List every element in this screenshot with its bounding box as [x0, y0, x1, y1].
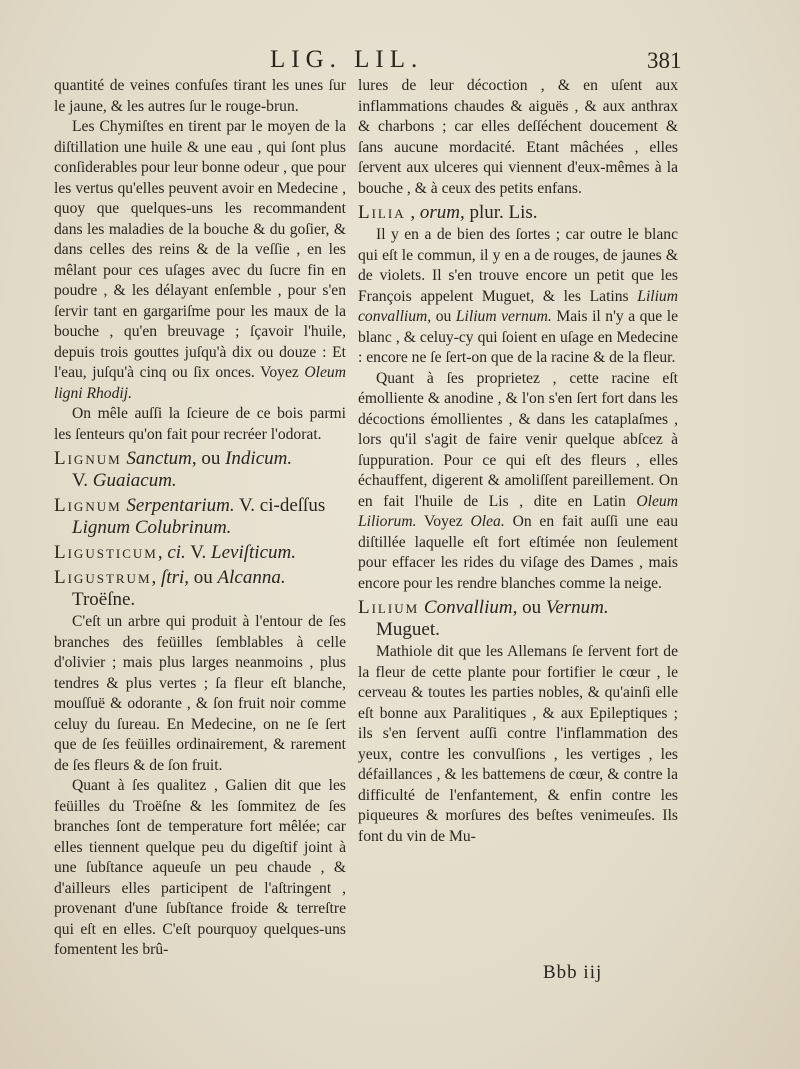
entry-heading: Lignum Serpentarium. V. ci-deſſus Lignum Colubrinum. — [54, 495, 346, 539]
cross-reference: Oleum ligni Rhodij. — [54, 364, 346, 402]
paragraph: Quant à ſes qualitez , Galien dit que les feüilles du Troëſne & les ſommitez de ſes branches ſont de temperature fort mêlée; car elles tiennent quelque peu du digeſtif joint à une ſubſtance aqueuſe un peu chaude , & d'ailleurs elles participent de l'aſtringent , provenant d'une ſubſtance froide & terreſtre qui eſt en elles. C'eſt pourquoy quelques-uns fomentent les brû- — [54, 777, 346, 958]
french-name: Lis. — [508, 202, 538, 223]
running-head-title: LIG. LIL. — [270, 46, 424, 73]
paragraph: On mêle auſſi la ſcieure de ce bois parmi les ſenteurs qu'on fait pour recréer l'odorat. — [54, 405, 346, 443]
paragraph: C'eſt un arbre qui produit à l'entour de ſes branches des feüilles ſemblables à celle d'olivier ; mais plus larges neanmoins , plus tendres & plus vertes ; ſa fleur eſt blanche, mouſſuë & odorante , & ſon fruit noir comme celuy du ſureau. En Medecine, on ne ſe ſert que de ſes feüilles ordinairement, & rarement de ſes fleurs & de ſon fruit. — [54, 613, 346, 774]
signature-mark: Bbb iij — [543, 962, 603, 983]
paragraph: Il y en a de bien des ſortes ; car outre le blanc qui eſt le commun, il y en a de rouges, de jaunes & de violets. Il s'en trouve encore un petit que les François appelent Muguet, & les Latins Lilium convallium, ou Lilium vernum. Mais il n'y a que le blanc , & celuy-cy qui ſoient en uſage en Medecine : encore ne ſe ſert-on que de la racine & de la fleur. — [358, 226, 678, 366]
french-name: Muguet. — [376, 619, 440, 640]
cross-reference: Guaiacum. — [92, 470, 177, 491]
entry-heading: Lilium Convallium, ou Vernum. Muguet. — [358, 597, 678, 641]
entry-heading: Lilia , orum, plur. Lis. — [358, 202, 538, 223]
cross-reference: Lignum Colubrinum. — [72, 517, 232, 538]
paragraph: quantité de veines confuſes tirant les unes ſur le jaune, & les autres ſur le rouge-brun. — [54, 77, 346, 115]
left-column — [54, 76, 346, 961]
page-number: 381 — [647, 48, 682, 73]
cross-reference: Leviſticum. — [211, 542, 296, 563]
cross-reference: Olea. — [470, 513, 505, 530]
entry-heading: Lignum Sanctum, ou Indicum. V. Guaiacum. — [54, 448, 293, 491]
running-head — [0, 46, 800, 76]
entry-heading: Ligustrum, ſtri, ou Alcanna. Troëſne. — [54, 567, 346, 611]
paragraph: Les Chymiſtes en tirent par le moyen de la diſtillation une huile & une eau , qui ſont plus conſiderables pour leur bonne odeur , que pour les vertus qu'elles peuvent avoir en Medecine , quoy que quelques-uns les recommandent dans les maladies de la bouche & du goſier, & dans celles des reins & de la veſſie , en les mêlant pour ces uſages avec du ſucre fin en poudre , & les délayant enſemble , pour s'en ſervir tant en gargariſme pour les maux de la bouche , qu'en breuvage ; ſçavoir l'huile, depuis trois gouttes juſqu'à dix ou douze : Et l'eau, juſqu'à cinq ou ſix onces. Voyez Oleum ligni Rhodij. — [54, 118, 346, 402]
french-name: Troëſne. — [72, 589, 136, 610]
paragraph: lures de leur décoction , & en uſent aux inflammations chaudes & aiguës , & aux anthrax & charbons ; car elles deſſéchent doucement & ſans aucune mordacité. Etant mâchées , elles ſervent aux ulceres qui viennent d'eux-mêmes à la bouche , & à ceux des petits enfans. — [358, 77, 678, 197]
paragraph: Quant à ſes proprietez , cette racine eſt émolliente & anodine , & l'on s'en ſert fort dans les décoctions émollientes , & dans les cataplaſmes , lors qu'il s'agit de faire venir quelque abſcez à ſuppuration. Pour ce qui eſt des fleurs , elles échauffent, digerent & amoliſſent pareillement. On en fait l'huile de Lis , dite en Latin Oleum Liliorum. Voyez Olea. On en fait auſſi une eau diſtillée laquelle eſt fort eſtimée non ſeulement pour effacer les rides du viſage des Dames , mais encore pour les rendre blanches comme la neige. — [358, 369, 679, 592]
right-column — [358, 76, 678, 847]
paragraph: Mathiole dit que les Allemans ſe ſervent fort de la fleur de cette plante pour fortifier le cœur , le cerveau & toutes les parties nobles, & qu'ainſi elle eſt bonne aux Paralitiques , & aux Epileptiques ; ils s'en ſervent auſſi contre l'inflammation des yeux, contre les convulſions , les vertiges , les défaillances , & les battemens de cœur, & contre la difficulté de l'enfantement, & enfin contre les piqueures & morſures des beſtes venimeuſes. Ils font du vin de Mu- — [358, 643, 678, 845]
entry-heading: Ligusticum, ci. V. Leviſticum. — [54, 542, 296, 563]
